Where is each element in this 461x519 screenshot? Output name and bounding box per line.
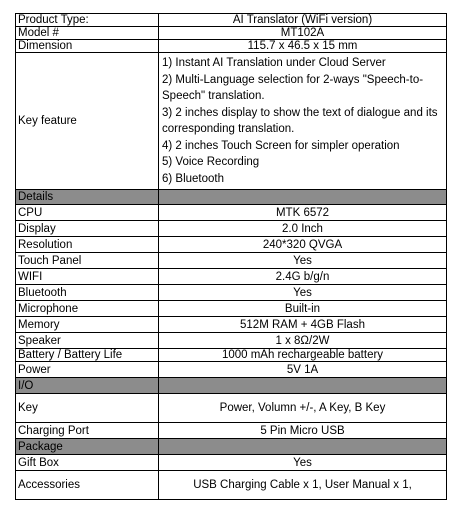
label-memory: Memory — [16, 317, 159, 333]
row-resolution — [16, 237, 447, 253]
feature-item: 1) Instant AI Translation under Cloud Server — [162, 57, 386, 69]
feature-item: 4) 2 inches Touch Screen for simpler operation — [162, 139, 400, 152]
row-model — [16, 27, 447, 40]
value-power: 5V 1A — [159, 362, 447, 378]
section-io — [16, 378, 447, 394]
value-bluetooth: Yes — [159, 285, 447, 301]
label-gift-box: Gift Box — [16, 455, 159, 471]
label-display: Display — [16, 221, 159, 237]
row-bluetooth — [16, 285, 447, 301]
label-bluetooth: Bluetooth — [16, 285, 159, 301]
label-charging-port: Charging Port — [16, 423, 159, 439]
section-package — [16, 439, 447, 455]
feature-item: 3) 2 inches display to show the text of dialogue and its corresponding translation. — [162, 106, 438, 135]
label-touch-panel: Touch Panel — [16, 253, 159, 269]
feature-item: 2) Multi-Language selection for 2-ways "Speech-to-Speech" translation. — [162, 73, 424, 102]
row-accessories — [16, 471, 447, 500]
row-key — [16, 394, 447, 423]
value-touch-panel: Yes — [159, 253, 447, 269]
label-speaker: Speaker — [16, 333, 159, 349]
row-speaker — [16, 333, 447, 349]
row-product-type — [16, 14, 447, 27]
label-accessories: Accessories — [16, 471, 159, 500]
value-display: 2.0 Inch — [159, 221, 447, 237]
spec-table — [15, 13, 447, 500]
value-wifi: 2.4G b/g/n — [159, 269, 447, 285]
row-microphone — [16, 301, 447, 317]
row-wifi — [16, 269, 447, 285]
label-dimension: Dimension — [16, 40, 159, 53]
label-wifi: WIFI — [16, 269, 159, 285]
feature-item: 6) Bluetooth — [162, 172, 225, 185]
section-title-package: Package — [16, 439, 159, 455]
label-product-type: Product Type: — [16, 14, 159, 27]
feature-item: 5) Voice Recording — [162, 156, 260, 168]
label-key-feature: Key feature — [16, 53, 159, 190]
value-battery: 1000 mAh rechargeable battery — [159, 349, 447, 362]
label-microphone: Microphone — [16, 301, 159, 317]
label-key: Key — [16, 394, 159, 423]
label-cpu: CPU — [16, 205, 159, 221]
row-gift-box — [16, 455, 447, 471]
label-model: Model # — [16, 27, 159, 40]
value-charging-port: 5 Pin Micro USB — [159, 423, 447, 439]
value-model: MT102A — [159, 27, 447, 40]
row-cpu — [16, 205, 447, 221]
value-key: Power, Volumn +/-, A Key, B Key — [159, 394, 447, 423]
row-dimension — [16, 40, 447, 53]
row-charging-port — [16, 423, 447, 439]
section-title-details: Details — [16, 190, 159, 205]
label-resolution: Resolution — [16, 237, 159, 253]
value-memory: 512M RAM + 4GB Flash — [159, 317, 447, 333]
section-title-io: I/O — [16, 378, 159, 394]
value-dimension: 115.7 x 46.5 x 15 mm — [159, 40, 447, 53]
row-display — [16, 221, 447, 237]
value-accessories: USB Charging Cable x 1, User Manual x 1, — [159, 471, 447, 500]
value-gift-box: Yes — [159, 455, 447, 471]
row-memory — [16, 317, 447, 333]
row-touch-panel — [16, 253, 447, 269]
label-battery: Battery / Battery Life — [16, 349, 159, 362]
value-resolution: 240*320 QVGA — [159, 237, 447, 253]
key-feature-list — [159, 53, 447, 190]
row-battery — [16, 349, 447, 362]
row-key-feature — [16, 53, 447, 190]
row-power — [16, 362, 447, 378]
label-power: Power — [16, 362, 159, 378]
value-microphone: Built-in — [159, 301, 447, 317]
value-speaker: 1 x 8Ω/2W — [159, 333, 447, 349]
value-product-type: AI Translator (WiFi version) — [159, 14, 447, 27]
value-cpu: MTK 6572 — [159, 205, 447, 221]
section-details — [16, 190, 447, 205]
